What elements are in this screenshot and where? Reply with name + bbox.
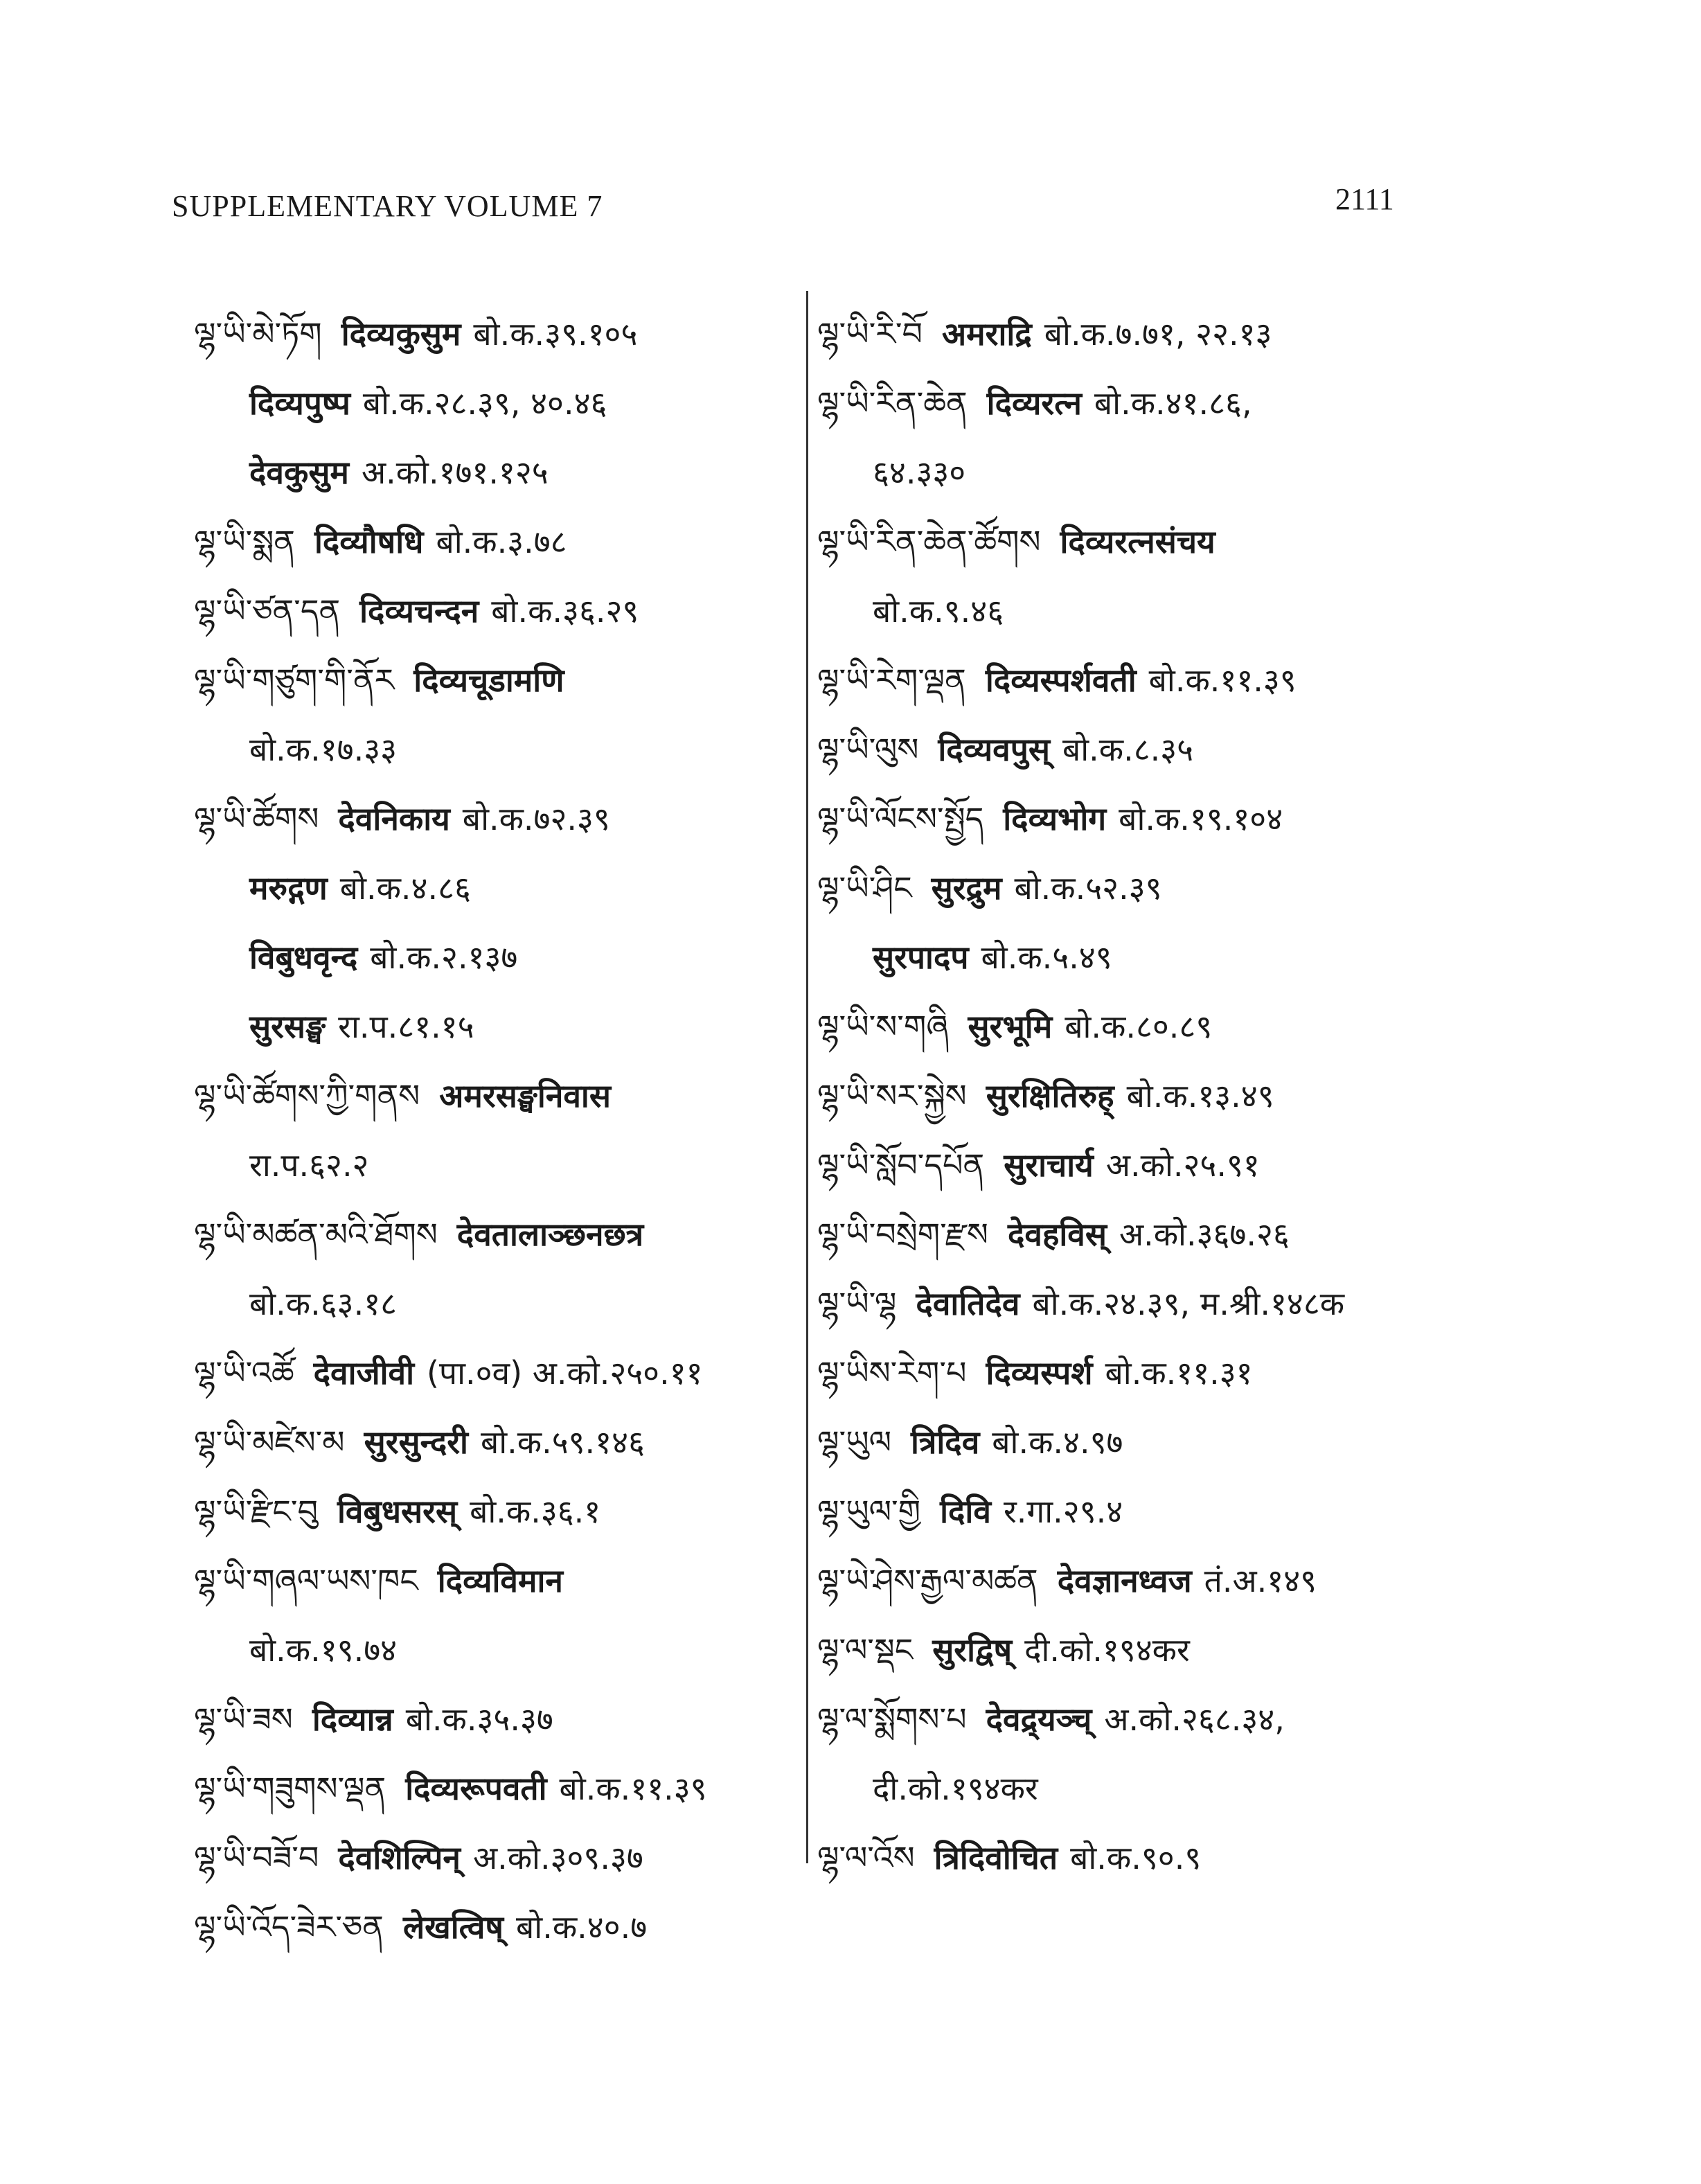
tibetan-term: ལྷ་ཡི་སྨན <box>194 523 295 560</box>
right-column <box>817 299 1614 1892</box>
sanskrit-equivalent: दिव्यभोग <box>1003 800 1107 837</box>
sanskrit-equivalent: देवद्र्यञ्च् <box>986 1701 1092 1738</box>
tibetan-term: ལྷ་ཡི་གཟུགས་ལྡན <box>194 1770 386 1807</box>
dictionary-entry <box>194 1685 790 1754</box>
dictionary-entry <box>194 853 790 923</box>
tibetan-term: ལྷ་ལ་འོས <box>817 1839 915 1876</box>
tibetan-term: ལྷ་ཡི་ལུས <box>817 731 919 768</box>
dictionary-entry <box>194 1754 790 1823</box>
dictionary-entry <box>194 369 790 438</box>
dictionary-entry <box>194 784 790 853</box>
tibetan-term: ལྷ་ཡི་མེ་ཏོག <box>194 315 322 353</box>
source-reference: बो.क.७.७१, २२.१३ <box>1044 315 1272 353</box>
dictionary-entry <box>194 923 790 992</box>
tibetan-term: ལྷ་ཡི་རྫིང་བུ <box>194 1493 318 1530</box>
dictionary-entry <box>194 1477 790 1546</box>
source-reference: बो.क.१९.७४ <box>249 1631 398 1669</box>
sanskrit-equivalent: विबुधसरस् <box>337 1493 458 1530</box>
dictionary-entry <box>817 1615 1614 1685</box>
sanskrit-equivalent: दिव्यान्न <box>312 1701 393 1738</box>
tibetan-term: ལྷ་ཡི་ལོངས་སྤྱོད <box>817 800 984 837</box>
source-reference: ६४.३३० <box>873 454 966 491</box>
dictionary-entry <box>194 646 790 715</box>
tibetan-term: ལྷ་ཡི་ས་གཞི <box>817 1008 949 1045</box>
dictionary-entry <box>817 853 1614 923</box>
dictionary-entry <box>817 1338 1614 1408</box>
sanskrit-equivalent: देवशिल्पिन् <box>338 1839 461 1876</box>
tibetan-term: ལྷ་ལ་སྨོགས་པ <box>817 1701 967 1738</box>
source-reference: बो.क.४.८६ <box>339 869 471 907</box>
source-reference: बो.क.५२.३९ <box>1014 869 1162 907</box>
sanskrit-equivalent: देवहविस् <box>1007 1216 1107 1253</box>
tibetan-term: ལྷ་ཡི་མཛེས་མ <box>194 1423 345 1461</box>
source-reference: बो.क.३६.२९ <box>491 592 639 630</box>
source-reference: बो.क.१९.१०४ <box>1119 800 1283 837</box>
sanskrit-equivalent: देवज्ञानध्वज <box>1057 1562 1192 1599</box>
dictionary-entry <box>194 299 790 369</box>
source-reference: बो.क.४.९७ <box>992 1423 1123 1461</box>
dictionary-entry <box>817 507 1614 576</box>
sanskrit-equivalent: दिव्यरत्नसंचय <box>1060 523 1215 560</box>
sanskrit-equivalent: दिव्यचूडामणि <box>413 662 564 699</box>
source-reference: बो.क.८.३५ <box>1062 731 1194 768</box>
tibetan-term: ལྷ་ཡི་རིན་ཆེན་ཚོགས <box>817 523 1041 560</box>
source-reference: बो.क.१३.४९ <box>1126 1077 1274 1115</box>
dictionary-entry <box>194 1546 790 1615</box>
sanskrit-equivalent: त्रिदिवोचित <box>934 1839 1058 1876</box>
dictionary-entry <box>817 438 1614 507</box>
source-reference: दी.को.१९४कर <box>873 1770 1038 1807</box>
sanskrit-equivalent: दिव्यकुसुम <box>341 315 461 353</box>
source-reference: बो.क.५.४९ <box>981 939 1112 976</box>
left-column <box>194 299 790 1962</box>
dictionary-entry <box>817 923 1614 992</box>
source-reference: बो.क.२८.३९, ४०.४६ <box>362 384 607 422</box>
tibetan-term: ལྷ་ཡི་ཚོགས <box>194 800 319 837</box>
source-reference: अ.को.२५.९१ <box>1105 1146 1260 1184</box>
source-reference: बो.क.४१.८६, <box>1094 384 1252 422</box>
source-reference: बो.क.७२.३९ <box>462 800 610 837</box>
source-reference: बो.क.६३.१८ <box>249 1285 398 1322</box>
tibetan-term: ལྷ་ཡི་ཙན་དན <box>194 592 341 630</box>
source-reference: र.गा.२९.४ <box>1003 1493 1123 1530</box>
dictionary-entry <box>194 1061 790 1130</box>
source-reference: तं.अ.१४९ <box>1204 1562 1317 1599</box>
source-reference: अ.को.३०९.३७ <box>472 1839 643 1876</box>
dictionary-entry <box>817 1200 1614 1269</box>
dictionary-entry <box>194 992 790 1061</box>
source-reference: बो.क.११.३९ <box>1148 662 1297 699</box>
dictionary-entry <box>817 1477 1614 1546</box>
dictionary-entry <box>194 576 790 646</box>
tibetan-term: ལྷ་ཡི་ལྷ <box>817 1285 897 1322</box>
sanskrit-equivalent: दिव्यविमान <box>437 1562 563 1599</box>
source-reference: बो.क.११.३९ <box>559 1770 707 1807</box>
source-reference: अ.को.१७१.१२५ <box>361 454 549 491</box>
dictionary-entry <box>194 1615 790 1685</box>
tibetan-term: ལྷ་ཡི་རེག་ལྡན <box>817 662 966 699</box>
dictionary-entry <box>817 1546 1614 1615</box>
sanskrit-equivalent: सुरद्विष् <box>932 1631 1013 1669</box>
source-reference: बो.क.९.४६ <box>873 592 1004 630</box>
sanskrit-equivalent: लेखत्विष् <box>402 1908 504 1946</box>
dictionary-entry <box>194 507 790 576</box>
dictionary-entry <box>194 1823 790 1892</box>
dictionary-entry <box>817 1269 1614 1338</box>
sanskrit-equivalent: देवतालाञ्छनछत्र <box>456 1216 644 1253</box>
source-reference: बो.क.२.१३७ <box>370 939 518 976</box>
source-reference: बो.क.९०.९ <box>1070 1839 1202 1876</box>
source-reference: बो.क.११.३१ <box>1105 1354 1253 1392</box>
dictionary-entry <box>194 438 790 507</box>
dictionary-entry <box>817 784 1614 853</box>
tibetan-term: ལྷ་ཡི་འོད་ཟེར་ཅན <box>194 1908 384 1946</box>
source-reference: बो.क.१७.३३ <box>249 731 398 768</box>
dictionary-entry <box>817 1823 1614 1892</box>
dictionary-entry <box>194 1200 790 1269</box>
dictionary-entry <box>194 1338 790 1408</box>
source-reference: अ.को.३६७.२६ <box>1119 1216 1290 1253</box>
tibetan-term: ལྷ་ཡི་གཞལ་ཡས་ཁང <box>194 1562 418 1599</box>
page-number: 2111 <box>1335 182 1394 216</box>
source-reference: बो.क.३९.१०५ <box>473 315 638 353</box>
source-reference: रा.प.६२.२ <box>249 1146 369 1184</box>
sanskrit-equivalent: देवाजीवी <box>313 1354 415 1392</box>
source-reference: बो.क.२४.३९, म.श्री.१४८क <box>1032 1285 1345 1322</box>
dictionary-entry <box>817 715 1614 784</box>
sanskrit-equivalent: सुरभूमि <box>968 1008 1053 1045</box>
sanskrit-equivalent: विबुधवृन्द <box>249 939 358 976</box>
tibetan-term: ལྷ་ཡི་བཟོ་བ <box>194 1839 319 1876</box>
dictionary-entry <box>817 1061 1614 1130</box>
tibetan-term: ལྷ་ཡི་ཤིང <box>817 869 912 907</box>
source-reference: बो.क.४०.७ <box>516 1908 648 1946</box>
sanskrit-equivalent: दिव्यस्पर्शवती <box>985 662 1137 699</box>
tibetan-term: ལྷ་ཡི་རིན་ཆེན <box>817 384 968 422</box>
tibetan-term: ལྷ་ཡི་སར་སྐྱེས <box>817 1077 967 1115</box>
dictionary-entry <box>817 992 1614 1061</box>
running-header: SUPPLEMENTARY VOLUME 7 <box>172 189 603 223</box>
tibetan-term: ལྷ་ཡི་མཚན་མའི་ཐོགས <box>194 1216 438 1253</box>
dictionary-entry <box>817 299 1614 369</box>
dictionary-entry <box>817 576 1614 646</box>
tibetan-term: ལྷ་ཡུལ <box>817 1423 892 1461</box>
sanskrit-equivalent: देवातिदेव <box>916 1285 1020 1322</box>
dictionary-entry <box>194 1892 790 1962</box>
tibetan-term: ལྷ་ཡི་འཚོ <box>194 1354 294 1392</box>
sanskrit-equivalent: दिव्यचन्दन <box>359 592 479 630</box>
tibetan-term: ལྷ་ཡི་གཙུག་གི་ནོར <box>194 662 395 699</box>
source-reference: (पा.०व) अ.को.२५०.११ <box>427 1354 703 1392</box>
sanskrit-equivalent: दिव्यरूपवती <box>405 1770 547 1807</box>
tibetan-term: ལྷ་ཡི་སློབ་དཔོན <box>817 1146 985 1184</box>
sanskrit-equivalent: अमरसङ्घनिवास <box>439 1077 611 1115</box>
dictionary-entry <box>817 1130 1614 1200</box>
sanskrit-equivalent: सुराचार्य <box>1004 1146 1094 1184</box>
dictionary-entry <box>817 1685 1614 1754</box>
source-reference: अ.को.२६८.३४, <box>1104 1701 1285 1738</box>
sanskrit-equivalent: सुरद्रुम <box>931 869 1002 907</box>
column-divider <box>806 291 808 1863</box>
dictionary-entry <box>194 1408 790 1477</box>
source-reference: दी.को.१९४कर <box>1024 1631 1190 1669</box>
source-reference: बो.क.३.७८ <box>436 523 567 560</box>
sanskrit-equivalent: दिव्यपुष्प <box>249 384 350 422</box>
sanskrit-equivalent: सुरसुन्दरी <box>364 1423 468 1461</box>
source-reference: रा.प.८१.१५ <box>338 1008 474 1045</box>
tibetan-term: ལྷ་ཡི་རི་བོ <box>817 315 923 353</box>
sanskrit-equivalent: मरुद्गण <box>249 869 328 907</box>
sanskrit-equivalent: देवनिकाय <box>338 800 450 837</box>
tibetan-term: ལྷ་ཡིས་རེག་པ <box>817 1354 967 1392</box>
source-reference: बो.क.५९.१४६ <box>480 1423 645 1461</box>
sanskrit-equivalent: दिव्यस्पर्श <box>986 1354 1093 1392</box>
sanskrit-equivalent: सुरपादप <box>873 939 969 976</box>
sanskrit-equivalent: दिव्यरत्न <box>986 384 1082 422</box>
tibetan-term: ལྷ་ཡི་བསྲེག་རྫས <box>817 1216 988 1253</box>
tibetan-term: ལྷ་ཡི་ཟས <box>194 1701 293 1738</box>
dictionary-entry <box>817 1408 1614 1477</box>
source-reference: बो.क.३६.१ <box>470 1493 601 1530</box>
dictionary-entry <box>817 369 1614 438</box>
sanskrit-equivalent: सुरक्षितिरुह् <box>986 1077 1114 1115</box>
dictionary-entry <box>817 1754 1614 1823</box>
sanskrit-equivalent: सुरसङ्घ <box>249 1008 326 1045</box>
sanskrit-equivalent: दिव्यौषधि <box>314 523 424 560</box>
tibetan-term: ལྷ་ཡི་ཚོགས་ཀྱི་གནས <box>194 1077 420 1115</box>
dictionary-entry <box>194 1130 790 1200</box>
source-reference: बो.क.३५.३७ <box>405 1701 553 1738</box>
tibetan-term: ལྷ་ལ་སྡང <box>817 1631 914 1669</box>
dictionary-entry <box>194 715 790 784</box>
source-reference: बो.क.८०.८९ <box>1065 1008 1213 1045</box>
tibetan-term: ལྷ་ཡེ་ཤེས་རྒྱལ་མཚན <box>817 1562 1038 1599</box>
sanskrit-equivalent: दिव्यवपुस् <box>938 731 1050 768</box>
dictionary-entry <box>817 646 1614 715</box>
sanskrit-equivalent: दिवि <box>940 1493 991 1530</box>
dictionary-entry <box>194 1269 790 1338</box>
sanskrit-equivalent: अमराद्रि <box>942 315 1032 353</box>
sanskrit-equivalent: देवकुसुम <box>249 454 349 491</box>
sanskrit-equivalent: त्रिदिव <box>911 1423 980 1461</box>
tibetan-term: ལྷ་ཡུལ་གྱི <box>817 1493 921 1530</box>
